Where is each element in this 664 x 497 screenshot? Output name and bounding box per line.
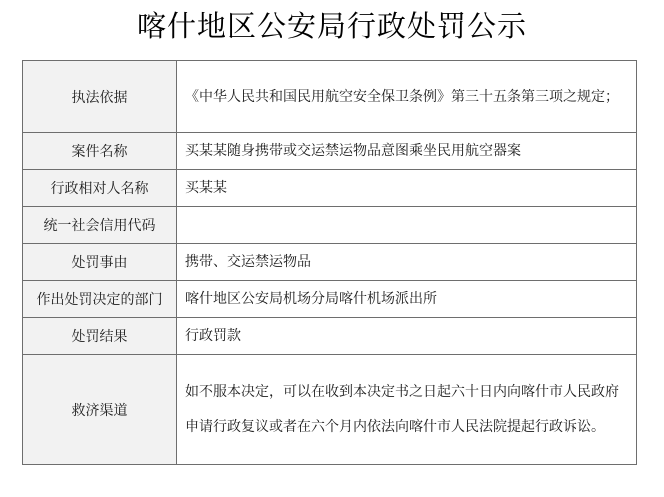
table-row xyxy=(23,318,637,355)
page-title: 喀什地区公安局行政处罚公示 xyxy=(136,9,527,43)
row-value-credit-code xyxy=(177,207,637,244)
row-value-result: 行政罚款 xyxy=(177,318,637,355)
table-row xyxy=(23,207,637,244)
table-row xyxy=(23,355,637,465)
row-label-credit-code: 统一社会信用代码 xyxy=(23,207,177,244)
table-row xyxy=(23,281,637,318)
row-value-remedy: 如不服本决定，可以在收到本决定书之日起六十日内向喀什市人民政府申请行政复议或者在六个月内依法向喀什市人民法院提起行政诉讼。 xyxy=(177,355,637,465)
row-label-case-name: 案件名称 xyxy=(23,133,177,170)
row-label-department: 作出处罚决定的部门 xyxy=(23,281,177,318)
row-value-department: 喀什地区公安局机场分局喀什机场派出所 xyxy=(177,281,637,318)
row-label-basis: 执法依据 xyxy=(23,61,177,133)
table-row xyxy=(23,244,637,281)
row-label-reason: 处罚事由 xyxy=(23,244,177,281)
row-value-party-name: 买某某 xyxy=(177,170,637,207)
row-value-reason: 携带、交运禁运物品 xyxy=(177,244,637,281)
row-label-party-name: 行政相对人名称 xyxy=(23,170,177,207)
table-row xyxy=(23,133,637,170)
row-label-result: 处罚结果 xyxy=(23,318,177,355)
table-row xyxy=(23,170,637,207)
row-label-remedy: 救济渠道 xyxy=(23,355,177,465)
penalty-notice-table xyxy=(22,60,637,465)
row-value-case-name: 买某某随身携带或交运禁运物品意图乘坐民用航空器案 xyxy=(177,133,637,170)
table-row xyxy=(23,61,637,133)
row-value-basis: 《中华人民共和国民用航空安全保卫条例》第三十五条第三项之规定； xyxy=(177,61,637,133)
